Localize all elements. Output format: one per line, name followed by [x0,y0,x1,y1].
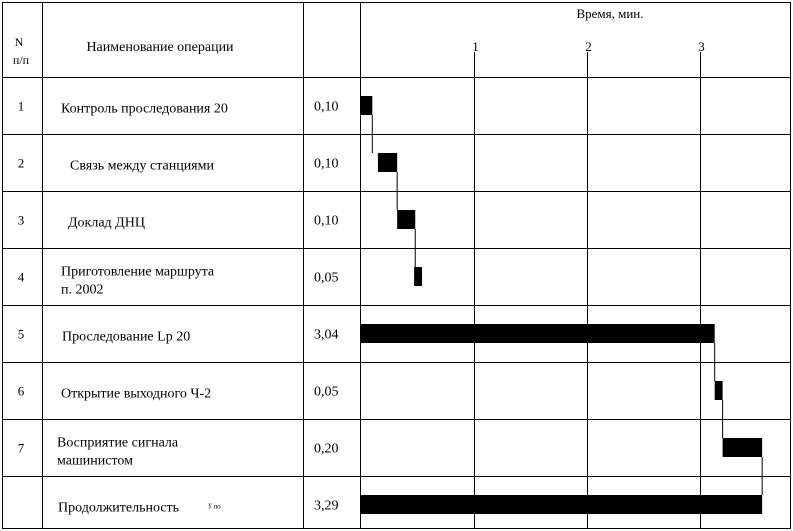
gantt-bar [397,210,415,229]
gantt-bar [361,96,372,115]
gantt-bar [361,495,762,514]
gantt-bar [414,267,422,286]
chart-title: Время, мин. [576,6,644,21]
row-number: 5 [17,326,25,342]
gantt-bar [378,153,397,172]
row-duration: 0,10 [314,99,339,115]
row-number: 1 [17,98,25,114]
row-operation-name: Открытие выходного Ч-2 [61,386,212,402]
header-number-line2: п/п [12,53,30,67]
gantt-bar [361,324,715,343]
row-number: 4 [17,269,25,285]
table-row [58,499,339,516]
row-subscript: Y по [208,502,221,511]
row-duration: 0,10 [314,213,339,229]
row-operation-name-line1: Приготовление маршрута [61,264,215,280]
gantt-bar [715,381,723,400]
table-row [18,327,339,345]
row-operation-name: Продолжительность [58,500,180,516]
gantt-bar [723,438,763,457]
header-number-line1: N [14,35,24,49]
row-operation-name: Контроль проследования 20 [61,101,228,117]
x-axis-ticks [472,39,705,529]
row-duration: 3,04 [314,327,339,343]
row-duration: 0,20 [314,441,339,457]
x-tick-label-1: 1 [472,39,479,54]
table-row [18,213,339,231]
table-row [18,265,339,298]
row-duration: 0,10 [314,156,339,172]
row-number: 3 [17,212,25,228]
table-row [18,99,339,117]
row-operation-name-line2: п. 2002 [61,282,104,298]
row-operation-name-line2: машинистом [57,453,133,469]
table-row [18,384,339,402]
row-duration: 3,29 [314,498,339,514]
x-tick-label-2: 2 [585,39,592,54]
row-duration: 0,05 [314,270,339,286]
table-rows [18,99,339,516]
row-number: 6 [17,383,25,399]
table-row [18,436,339,469]
row-number: 2 [17,155,25,171]
row-operation-name: Связь между станциями [70,158,214,174]
x-tick-label-3: 3 [698,39,705,54]
table-row [18,156,339,174]
row-operation-name: Проследование Lp 20 [62,329,191,345]
row-operation-name: Доклад ДНЦ [68,215,145,231]
header-operation: Наименование операции [86,40,234,55]
row-number: 7 [17,440,25,456]
table-header [13,6,644,67]
row-duration: 0,05 [314,384,339,400]
row-operation-name-line1: Восприятие сигнала [57,435,179,451]
